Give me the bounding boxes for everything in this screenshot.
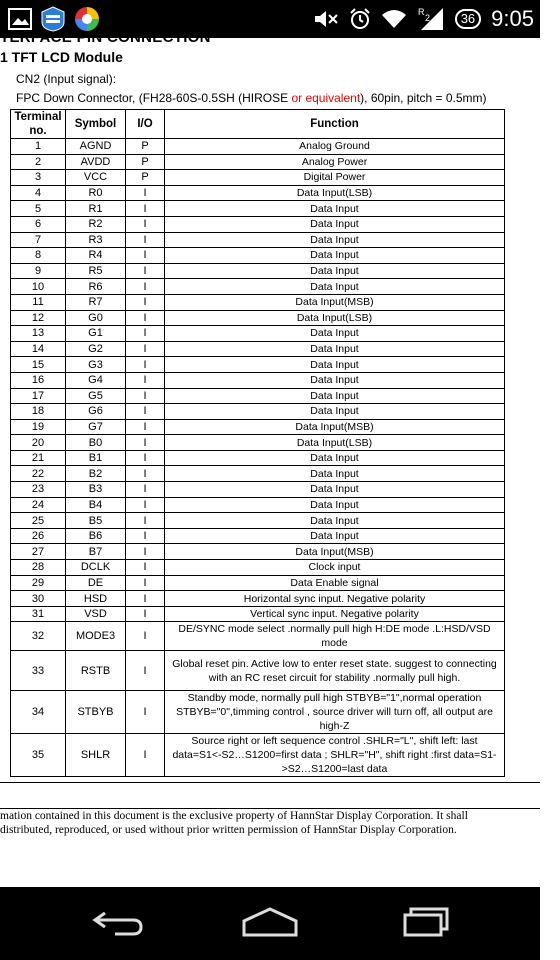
terminal-cell: 13 <box>11 326 66 342</box>
table-row <box>11 404 505 420</box>
wifi-icon <box>381 8 407 30</box>
io-cell: P <box>126 170 165 186</box>
table-row <box>11 248 505 264</box>
symbol-cell: B4 <box>66 497 126 513</box>
function-cell: Analog Power <box>165 154 505 170</box>
io-cell: I <box>126 310 165 326</box>
terminal-cell: 29 <box>11 575 66 591</box>
terminal-cell: 35 <box>11 734 66 777</box>
mute-icon <box>313 8 339 30</box>
function-cell: Vertical sync input. Negative polarity <box>165 606 505 622</box>
header-io: I/O <box>126 110 165 139</box>
function-cell: Analog Ground <box>165 139 505 155</box>
terminal-cell: 5 <box>11 201 66 217</box>
signal-icon <box>417 6 445 32</box>
function-cell: Data Input <box>165 341 505 357</box>
footer-notice: mation contained in this document is the exclusive property of HannStar Display Corporation. It shall <box>0 810 468 822</box>
function-cell: Data Input <box>165 466 505 482</box>
terminal-cell: 11 <box>11 294 66 310</box>
table-row <box>11 482 505 498</box>
symbol-cell: B7 <box>66 544 126 560</box>
function-cell: Data Input(LSB) <box>165 310 505 326</box>
symbol-cell: HSD <box>66 591 126 607</box>
io-cell: I <box>126 248 165 264</box>
io-cell: I <box>126 263 165 279</box>
io-cell: I <box>126 326 165 342</box>
table-row <box>11 591 505 607</box>
symbol-cell: VCC <box>66 170 126 186</box>
io-cell: I <box>126 528 165 544</box>
function-cell: Data Input <box>165 232 505 248</box>
terminal-cell: 23 <box>11 482 66 498</box>
function-cell: Data Input <box>165 388 505 404</box>
symbol-cell: R3 <box>66 232 126 248</box>
table-row <box>11 450 505 466</box>
function-cell: Data Input <box>165 404 505 420</box>
function-cell: Data Input(LSB) <box>165 435 505 451</box>
terminal-cell: 7 <box>11 232 66 248</box>
table-row <box>11 139 505 155</box>
io-cell: I <box>126 404 165 420</box>
io-cell: I <box>126 591 165 607</box>
header-symbol: Symbol <box>66 110 126 139</box>
symbol-cell: AVDD <box>66 154 126 170</box>
clock: 9:05 <box>491 6 534 31</box>
symbol-cell: VSD <box>66 606 126 622</box>
table-row <box>11 310 505 326</box>
terminal-cell: 33 <box>11 651 66 691</box>
symbol-cell: DCLK <box>66 560 126 576</box>
symbol-cell: STBYB <box>66 691 126 734</box>
header-terminal: Terminal no. <box>11 110 66 139</box>
symbol-cell: R2 <box>66 216 126 232</box>
table-row <box>11 560 505 576</box>
function-cell: Data Input(MSB) <box>165 544 505 560</box>
io-cell: I <box>126 651 165 691</box>
terminal-cell: 12 <box>11 310 66 326</box>
symbol-cell: B0 <box>66 435 126 451</box>
table-row <box>11 622 505 651</box>
io-cell: I <box>126 216 165 232</box>
terminal-cell: 25 <box>11 513 66 529</box>
pin-table-body <box>11 139 505 777</box>
function-cell: Horizontal sync input. Negative polarity <box>165 591 505 607</box>
section-title: 1 TFT LCD Module <box>0 49 123 65</box>
terminal-cell: 3 <box>11 170 66 186</box>
io-cell: I <box>126 388 165 404</box>
terminal-cell: 14 <box>11 341 66 357</box>
terminal-cell: 19 <box>11 419 66 435</box>
symbol-cell: B5 <box>66 513 126 529</box>
terminal-cell: 6 <box>11 216 66 232</box>
symbol-cell: B2 <box>66 466 126 482</box>
io-cell: I <box>126 294 165 310</box>
table-row <box>11 216 505 232</box>
terminal-cell: 1 <box>11 139 66 155</box>
recents-icon <box>395 907 451 942</box>
function-cell: Data Input(MSB) <box>165 419 505 435</box>
connector-description: FPC Down Connector, (FH28-60S-0.5SH (HIROSE or equivalent), 60pin, pitch = 0.5mm) <box>16 91 487 105</box>
function-cell: DE/SYNC mode select .normally pull high H:DE mode .L:HSD/VSD mode <box>165 622 505 651</box>
section-heading-clipped: TERFACE PIN CONNECTION <box>0 29 211 46</box>
document-viewer[interactable] <box>0 29 540 887</box>
function-cell: Data Input <box>165 357 505 373</box>
symbol-cell: R4 <box>66 248 126 264</box>
symbol-cell: MODE3 <box>66 622 126 651</box>
table-row <box>11 294 505 310</box>
table-row <box>11 372 505 388</box>
table-row <box>11 575 505 591</box>
table-row <box>11 528 505 544</box>
symbol-cell: G4 <box>66 372 126 388</box>
io-cell: I <box>126 622 165 651</box>
symbol-cell: R6 <box>66 279 126 295</box>
io-cell: I <box>126 419 165 435</box>
table-row <box>11 606 505 622</box>
function-cell: Data Input <box>165 450 505 466</box>
image-notification-icon <box>8 8 32 30</box>
function-cell: Data Input <box>165 513 505 529</box>
symbol-cell: DE <box>66 575 126 591</box>
symbol-cell: AGND <box>66 139 126 155</box>
io-cell: I <box>126 435 165 451</box>
symbol-cell: G5 <box>66 388 126 404</box>
header-function: Function <box>165 110 505 139</box>
table-row <box>11 185 505 201</box>
terminal-cell: 10 <box>11 279 66 295</box>
home-icon <box>240 907 300 942</box>
io-cell: I <box>126 450 165 466</box>
navigation-bar <box>0 887 540 960</box>
battery-icon: 36 <box>455 9 481 29</box>
io-cell: I <box>126 232 165 248</box>
io-cell: I <box>126 482 165 498</box>
terminal-cell: 32 <box>11 622 66 651</box>
table-row <box>11 497 505 513</box>
function-cell: Data Input(MSB) <box>165 294 505 310</box>
symbol-cell: G2 <box>66 341 126 357</box>
cn2-label: CN2 (Input signal): <box>16 72 117 86</box>
back-button[interactable] <box>84 901 154 947</box>
symbol-cell: B3 <box>66 482 126 498</box>
io-cell: I <box>126 606 165 622</box>
function-cell: Data Input <box>165 528 505 544</box>
symbol-cell: R0 <box>66 185 126 201</box>
recents-button[interactable] <box>388 901 458 947</box>
table-row <box>11 651 505 691</box>
function-cell: Data Input <box>165 216 505 232</box>
io-cell: I <box>126 466 165 482</box>
symbol-cell: R1 <box>66 201 126 217</box>
function-cell: Global reset pin. Active low to enter reset state. suggest to connecting with an RC reset circuit for stability .normally pull high. <box>165 651 505 691</box>
symbol-cell: B6 <box>66 528 126 544</box>
io-cell: I <box>126 513 165 529</box>
io-cell: I <box>126 497 165 513</box>
symbol-cell: G3 <box>66 357 126 373</box>
terminal-cell: 21 <box>11 450 66 466</box>
function-cell: Source right or left sequence control .SHLR="L", shift left: last data=S1<-S2…S1200=first data ; SHLR="H", shift right :first data=S1->S2…S1200=last data <box>165 734 505 777</box>
terminal-cell: 31 <box>11 606 66 622</box>
table-row <box>11 513 505 529</box>
function-cell: Digital Power <box>165 170 505 186</box>
io-cell: I <box>126 279 165 295</box>
table-row <box>11 419 505 435</box>
symbol-cell: G6 <box>66 404 126 420</box>
function-cell: Data Input <box>165 248 505 264</box>
function-cell: Data Input <box>165 263 505 279</box>
function-cell: Data Input <box>165 372 505 388</box>
function-cell: Standby mode, normally pull high STBYB="1",normal operation STBYB="0",timming control , source driver will turn off, all output are high-Z <box>165 691 505 734</box>
terminal-cell: 30 <box>11 591 66 607</box>
function-cell: Clock input <box>165 560 505 576</box>
function-cell: Data Input(LSB) <box>165 185 505 201</box>
pin-table <box>10 109 505 777</box>
function-cell: Data Input <box>165 279 505 295</box>
terminal-cell: 9 <box>11 263 66 279</box>
back-icon <box>91 907 147 942</box>
table-row <box>11 435 505 451</box>
terminal-cell: 27 <box>11 544 66 560</box>
symbol-cell: SHLR <box>66 734 126 777</box>
footer-rule <box>0 808 540 809</box>
table-row <box>11 326 505 342</box>
table-row <box>11 201 505 217</box>
home-button[interactable] <box>235 901 305 947</box>
terminal-cell: 26 <box>11 528 66 544</box>
symbol-cell: R5 <box>66 263 126 279</box>
terminal-cell: 24 <box>11 497 66 513</box>
table-row <box>11 154 505 170</box>
symbol-cell: B1 <box>66 450 126 466</box>
io-cell: I <box>126 575 165 591</box>
symbol-cell: G1 <box>66 326 126 342</box>
terminal-cell: 20 <box>11 435 66 451</box>
table-row <box>11 734 505 777</box>
function-cell: Data Enable signal <box>165 575 505 591</box>
symbol-cell: RSTB <box>66 651 126 691</box>
svg-text:R: R <box>417 7 425 17</box>
terminal-cell: 34 <box>11 691 66 734</box>
table-row <box>11 232 505 248</box>
footer-rule <box>0 782 540 783</box>
io-cell: P <box>126 139 165 155</box>
table-row <box>11 357 505 373</box>
terminal-cell: 28 <box>11 560 66 576</box>
svg-text:2: 2 <box>424 13 430 23</box>
io-cell: I <box>126 560 165 576</box>
terminal-cell: 16 <box>11 372 66 388</box>
terminal-cell: 2 <box>11 154 66 170</box>
function-cell: Data Input <box>165 482 505 498</box>
io-cell: I <box>126 372 165 388</box>
symbol-cell: R7 <box>66 294 126 310</box>
terminal-cell: 4 <box>11 185 66 201</box>
io-cell: P <box>126 154 165 170</box>
terminal-cell: 17 <box>11 388 66 404</box>
io-cell: I <box>126 544 165 560</box>
footer-notice-clipped: distributed, reproduced, or used without prior written permission of HannStar Display Corporation. <box>0 824 457 836</box>
io-cell: I <box>126 691 165 734</box>
function-cell: Data Input <box>165 497 505 513</box>
symbol-cell: G7 <box>66 419 126 435</box>
symbol-cell: G0 <box>66 310 126 326</box>
io-cell: I <box>126 201 165 217</box>
table-row <box>11 466 505 482</box>
terminal-cell: 18 <box>11 404 66 420</box>
table-row <box>11 263 505 279</box>
system-icons <box>313 4 534 34</box>
terminal-cell: 22 <box>11 466 66 482</box>
table-row <box>11 691 505 734</box>
table-row <box>11 341 505 357</box>
io-cell: I <box>126 357 165 373</box>
table-row <box>11 388 505 404</box>
table-row <box>11 279 505 295</box>
io-cell: I <box>126 734 165 777</box>
terminal-cell: 8 <box>11 248 66 264</box>
terminal-cell: 15 <box>11 357 66 373</box>
table-row <box>11 170 505 186</box>
io-cell: I <box>126 185 165 201</box>
function-cell: Data Input <box>165 201 505 217</box>
function-cell: Data Input <box>165 326 505 342</box>
io-cell: I <box>126 341 165 357</box>
alarm-icon <box>349 8 371 30</box>
table-row <box>11 544 505 560</box>
